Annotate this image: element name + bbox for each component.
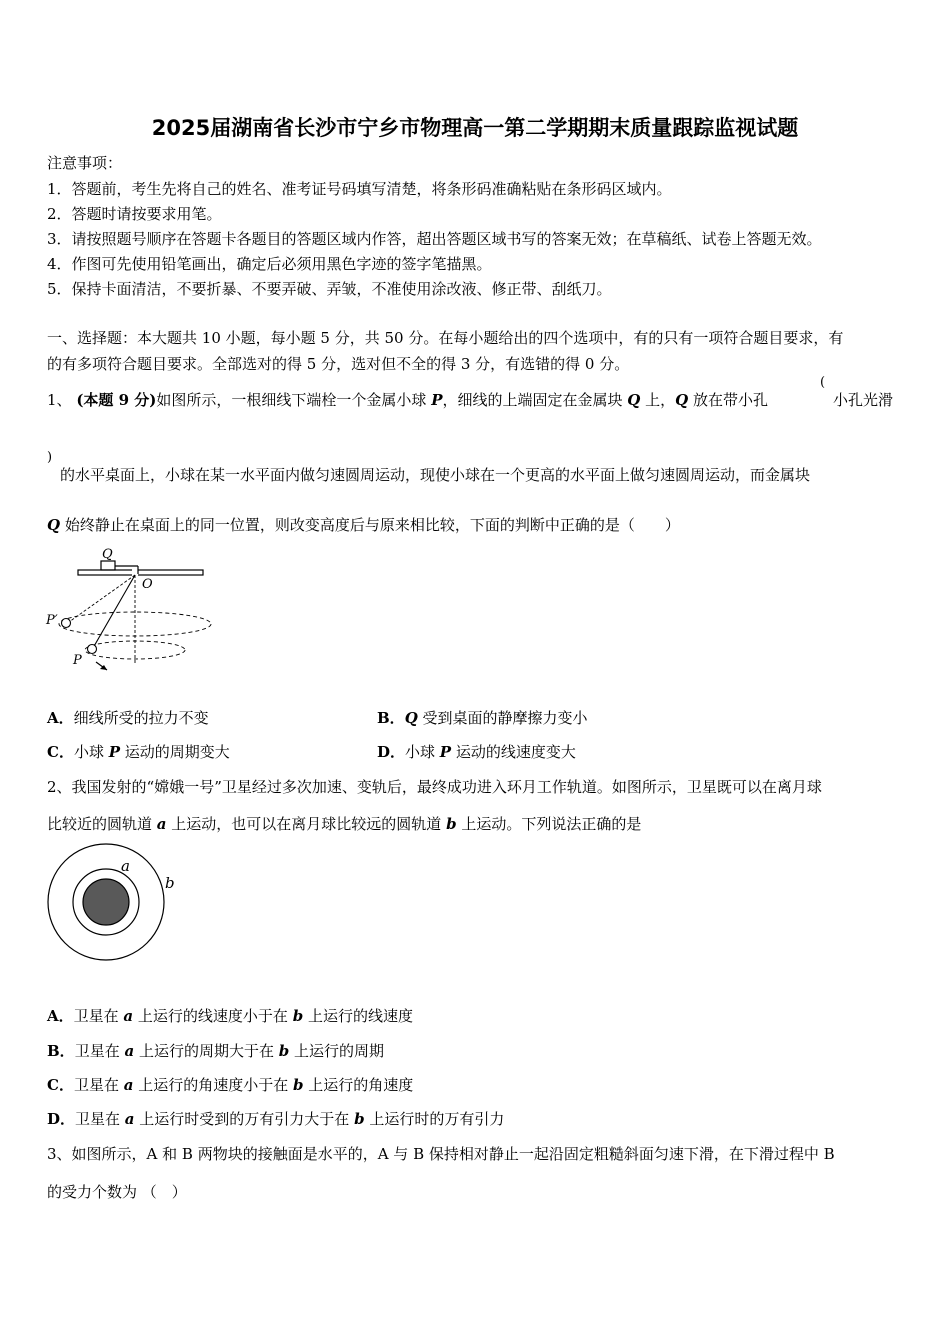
- q3-line2: 的受力个数为 （ ）: [47, 1183, 187, 1201]
- q1-score-tag: (本题 9 分): [76, 391, 157, 409]
- notice-item: 3．请按照题号顺序在答题卡各题目的答题区域内作答，超出答题区域书写的答案无效；在草稿纸、试卷上答题无效。: [47, 230, 822, 248]
- q2-orbit-figure: [44, 840, 184, 965]
- notice-heading: 注意事项：: [47, 154, 123, 172]
- q1-line2: 的水平桌面上，小球在某一水平面内做匀速圆周运动，现使小球在一个更高的水平面上做匀速圆周运动，而金属块: [60, 466, 811, 484]
- section-instructions-line2: 的有多项符合题目要求。全部选对的得 5 分，选对但不全的得 3 分，有选错的得 0 分。: [47, 355, 630, 373]
- label-b: b: [165, 874, 175, 892]
- moon: [83, 879, 129, 925]
- q1-option-a: A．细线所受的拉力不变: [47, 709, 209, 727]
- q1-option-d: D．小球 P 运动的线速度变大: [377, 743, 576, 761]
- q2-option-a: A．卫星在 a 上运行的线速度小于在 b 上运行的线速度: [47, 1007, 413, 1025]
- q2-line1: 2、我国发射的“嫦娥一号”卫星经过多次加速、变轨后，最终成功进入环月工作轨道。如图所示，卫星既可以在离月球: [47, 778, 822, 796]
- notice-item: 1．答题前，考生先将自己的姓名、准考证号码填写清楚，将条形码准确粘贴在条形码区域内。: [47, 180, 672, 198]
- table-surface: [78, 570, 203, 575]
- q1-paren-close: ): [47, 450, 53, 465]
- q2-option-b: B．卫星在 a 上运行的周期大于在 b 上运行的周期: [47, 1042, 385, 1060]
- q1-line1: 1、 (本题 9 分)如图所示，一根细线下端栓一个金属小球 P，细线的上端固定在金属块 Q 上，Q 放在带小孔: [47, 391, 768, 409]
- label-a: a: [121, 857, 130, 875]
- q1-paren-open: (: [820, 375, 826, 390]
- notice-item: 4．作图可先使用铅笔画出，确定后必须用黑色字迹的签字笔描黑。: [47, 255, 492, 273]
- q1-number: 1、: [47, 391, 72, 409]
- notice-item: 2．答题时请按要求用笔。: [47, 205, 222, 223]
- q1-option-b: B．Q 受到桌面的静摩擦力变小: [377, 709, 588, 727]
- q2-option-c: C．卫星在 a 上运行的角速度小于在 b 上运行的角速度: [47, 1076, 414, 1094]
- ball-p-prime: [62, 619, 71, 628]
- ball-p: [88, 645, 97, 654]
- q1-pendulum-figure: [44, 545, 219, 685]
- thread-lower: [93, 575, 135, 648]
- thread-upper: [69, 575, 135, 622]
- section-instructions-line1: 一、选择题：本大题共 10 小题，每小题 5 分，共 50 分。在每小题给出的四个选项中，有的只有一项符合题目要求，有: [47, 329, 844, 347]
- label-p-prime: P′: [46, 613, 58, 628]
- q2-line2: 比较近的圆轨道 a 上运动，也可以在离月球比较远的圆轨道 b 上运动。下列说法正确的是: [47, 815, 642, 833]
- q2-option-d: D．卫星在 a 上运行时受到的万有引力大于在 b 上运行时的万有引力: [47, 1110, 505, 1128]
- q3-line1: 3、如图所示，A 和 B 两物块的接触面是水平的，A 与 B 保持相对静止一起沿固定粗糙斜面匀速下滑，在下滑过程中 B: [47, 1145, 835, 1163]
- metal-block: [101, 561, 115, 570]
- label-q: Q: [102, 547, 113, 562]
- table-hole: [132, 569, 138, 576]
- q1-option-c: C．小球 P 运动的周期变大: [47, 743, 230, 761]
- label-o: O: [142, 577, 153, 592]
- notice-item: 5．保持卡面清洁，不要折暴、不要弄破、弄皱，不准使用涂改液、修正带、刮纸刀。: [47, 280, 612, 298]
- page-title: 2025届湖南省长沙市宁乡市物理高一第二学期期末质量跟踪监视试题: [151, 116, 799, 140]
- label-p: P: [73, 653, 82, 668]
- q1-line3: Q 始终静止在桌面上的同一位置，则改变高度后与原来相比较，下面的判断中正确的是（ ）: [47, 516, 680, 534]
- q1-hole-note: 小孔光滑: [833, 391, 894, 409]
